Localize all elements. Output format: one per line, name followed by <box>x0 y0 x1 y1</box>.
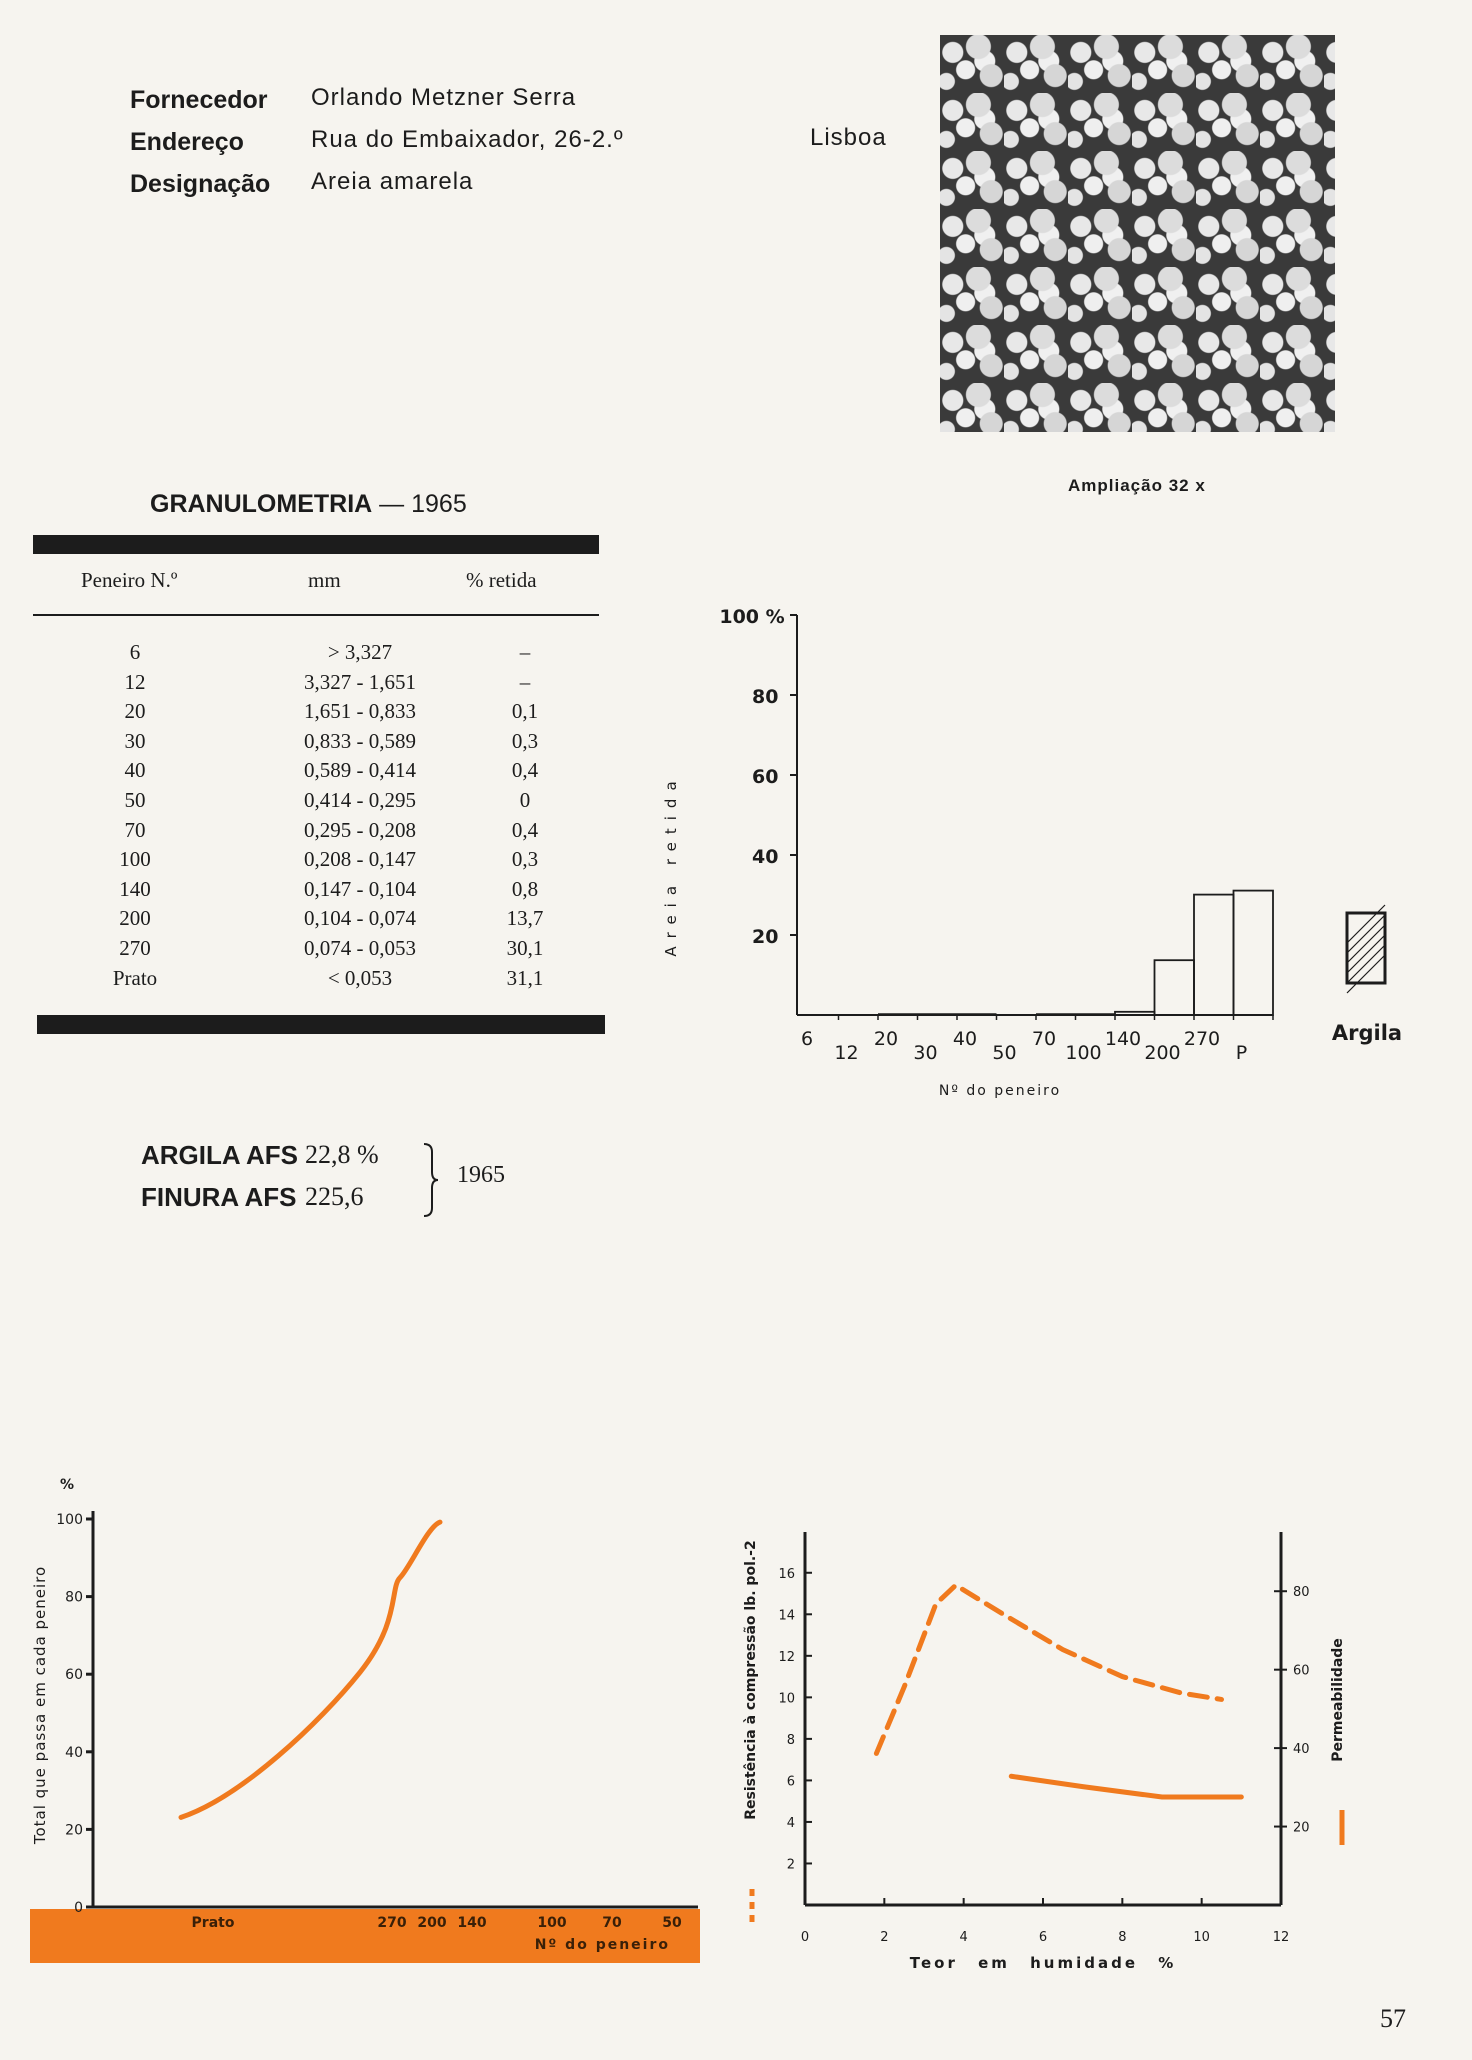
x-tick-label: 12 <box>834 1042 859 1064</box>
y-tick-label-left: 16 <box>778 1566 795 1582</box>
y-tick-label: 20 <box>752 926 779 948</box>
x-tick-label: 200 <box>417 1915 447 1931</box>
y-tick-label-left: 12 <box>778 1649 795 1665</box>
sieve-number: 30 <box>124 728 146 753</box>
finura-afs-value: 225,6 <box>305 1182 364 1211</box>
percent-retained: 0,4 <box>511 817 539 842</box>
sieve-number: 70 <box>124 817 146 842</box>
argila-afs-value: 22,8 % <box>305 1140 379 1169</box>
y-tick-label-right: 40 <box>1293 1742 1310 1758</box>
y-tick-label-left: 8 <box>786 1732 795 1748</box>
granulometry-rows <box>30 640 630 1000</box>
table-row <box>30 818 630 848</box>
granulometry-year: — 1965 <box>379 490 467 518</box>
y-tick-label: 100 <box>56 1512 83 1528</box>
histogram-bar <box>1194 895 1234 1015</box>
mm-range: < 0,053 <box>327 965 393 990</box>
cumulative-curve <box>181 1522 440 1817</box>
x-tick-label: 100 <box>1065 1042 1102 1064</box>
supplier-label: Fornecedor <box>130 86 268 114</box>
y-axis-label: Total que passa em cada peneiro <box>31 1565 49 1845</box>
sieve-number: Prato <box>112 965 158 990</box>
percent-retained: 0,4 <box>511 758 539 783</box>
table-header <box>33 568 633 600</box>
mm-range: > 3,327 <box>327 640 393 664</box>
y-tick-label: 100 % <box>719 606 785 628</box>
x-tick-label: 12 <box>1272 1930 1290 1945</box>
histogram-bar <box>1155 960 1195 1015</box>
col-header-mm: mm <box>308 568 341 592</box>
argila-hatch <box>1347 935 1385 973</box>
sand-micrograph <box>940 35 1335 432</box>
mm-range: 0,589 - 0,414 <box>304 758 416 783</box>
mm-range: 0,414 - 0,295 <box>304 788 416 812</box>
percent-retained: 0,3 <box>511 728 539 753</box>
y-tick-label-left: 10 <box>778 1691 795 1707</box>
x-tick-label: 6 <box>800 1028 814 1050</box>
table-row <box>30 729 630 759</box>
mm-range: 0,208 - 0,147 <box>304 847 416 872</box>
table-row <box>30 670 630 700</box>
sieve-number: 100 <box>119 847 151 872</box>
y-tick-label-left: 6 <box>786 1774 795 1790</box>
photo-caption: Ampliação 32 x <box>1068 476 1206 495</box>
mm-range: 1,651 - 0,833 <box>304 699 416 724</box>
y-tick-label: 80 <box>65 1589 83 1606</box>
x-tick-label: 140 <box>457 1915 487 1931</box>
percent-retained: 0,3 <box>511 847 539 872</box>
x-tick-label: Prato <box>191 1915 235 1931</box>
designation-value: Areia amarela <box>311 168 474 195</box>
histogram-bar <box>1115 1012 1155 1015</box>
sieve-number: 12 <box>124 669 146 694</box>
mm-range: 0,295 - 0,208 <box>304 817 416 842</box>
sieve-number: 270 <box>119 936 151 960</box>
col-header-sieve: Peneiro N.º <box>81 568 178 592</box>
col-header-retained: % retida <box>466 568 537 592</box>
y-tick-label: 60 <box>752 766 779 788</box>
histogram-bar <box>1234 891 1274 1015</box>
x-axis-label: Nº do peneiro <box>534 1937 670 1953</box>
x-axis-band <box>30 1909 700 1963</box>
table-row <box>30 906 630 936</box>
x-tick-label: 270 <box>377 1915 407 1931</box>
x-tick-label: 100 <box>537 1915 567 1931</box>
sieve-number: 140 <box>119 876 151 901</box>
x-tick-label: 50 <box>662 1915 682 1931</box>
y-axis-label-right: Permeabilidade <box>1330 1638 1346 1762</box>
x-tick-label: P <box>1235 1042 1248 1064</box>
y-tick-label-left: 14 <box>778 1608 795 1624</box>
x-axis-label: Nº do peneiro <box>938 1083 1062 1099</box>
x-tick-label: 4 <box>959 1930 968 1945</box>
y-tick-label-left: 4 <box>786 1815 795 1831</box>
percent-retained: 31,1 <box>506 965 544 990</box>
mm-range: 0,104 - 0,074 <box>304 906 416 931</box>
y-unit-label: % <box>60 1477 75 1493</box>
x-tick-label: 30 <box>913 1042 938 1064</box>
x-tick-label: 140 <box>1104 1028 1142 1050</box>
table-row <box>30 877 630 907</box>
x-tick-label: 10 <box>1193 1930 1210 1945</box>
argila-hatch <box>1347 915 1385 953</box>
sieve-number: 20 <box>124 699 146 724</box>
mm-range: 0,074 - 0,053 <box>304 936 416 960</box>
x-tick-label: 20 <box>873 1028 899 1050</box>
supplier-value: Orlando Metzner Serra <box>311 84 577 111</box>
finura-afs-label: FINURA AFS <box>141 1182 297 1212</box>
percent-retained: 0 <box>519 788 531 812</box>
table-row <box>30 847 630 877</box>
percent-retained: 13,7 <box>506 906 544 931</box>
x-tick-label: 0 <box>800 1930 810 1945</box>
y-tick-label: 40 <box>752 846 779 868</box>
argila-afs-label: ARGILA AFS <box>141 1140 298 1170</box>
x-tick-label: 2 <box>880 1930 889 1945</box>
compression-chart <box>730 1490 1370 1980</box>
percent-retained: 30,1 <box>506 936 544 960</box>
y-axis-label: Areia retida <box>662 773 680 957</box>
mm-range: 3,327 - 1,651 <box>304 669 416 694</box>
address-label: Endereço <box>130 128 244 156</box>
y-tick-label: 60 <box>65 1667 83 1684</box>
table-row <box>30 966 630 996</box>
y-tick-label: 80 <box>752 686 779 708</box>
table-top-rule <box>33 535 599 554</box>
mm-range: 0,833 - 0,589 <box>304 728 416 753</box>
y-tick-label-left: 2 <box>786 1857 795 1873</box>
address-value: Rua do Embaixador, 26-2.º <box>311 126 624 153</box>
percent-retained: – <box>519 669 531 694</box>
y-tick-label-right: 80 <box>1293 1585 1310 1601</box>
y-tick-label-right: 60 <box>1293 1663 1310 1679</box>
city: Lisboa <box>810 124 887 151</box>
x-tick-label: 8 <box>1118 1930 1127 1945</box>
x-tick-label: 40 <box>952 1028 978 1050</box>
cumulative-chart <box>30 1465 720 1975</box>
designation-label: Designação <box>130 170 271 198</box>
percent-retained: 0,1 <box>511 699 539 724</box>
y-axis-label-left: Resistência à compressão lb. pol.-2 <box>743 1540 759 1820</box>
table-row <box>30 788 630 818</box>
table-row <box>30 936 630 966</box>
table-row <box>30 640 630 670</box>
x-tick-label: 70 <box>602 1915 622 1931</box>
x-tick-label: 70 <box>1031 1028 1057 1050</box>
sieve-number: 6 <box>129 640 141 664</box>
table-bottom-rule <box>37 1015 605 1034</box>
mm-range: 0,147 - 0,104 <box>304 876 416 901</box>
compression-strength-line <box>876 1585 1221 1753</box>
x-tick-label: 6 <box>1038 1930 1048 1945</box>
granulometry-title-text: GRANULOMETRIA <box>150 490 373 518</box>
table-header-rule <box>33 614 599 616</box>
table-row <box>30 758 630 788</box>
granulometry-title <box>150 490 467 519</box>
table-row <box>30 699 630 729</box>
argila-hatch <box>1347 955 1385 993</box>
sieve-number: 40 <box>124 758 146 783</box>
histogram-chart <box>640 595 1440 1115</box>
argila-label: Argila <box>1331 1021 1403 1045</box>
sieve-number: 200 <box>119 906 151 931</box>
y-tick-label: 20 <box>65 1822 83 1839</box>
x-tick-label: 50 <box>992 1042 1017 1064</box>
percent-retained: – <box>519 640 531 664</box>
sieve-number: 50 <box>124 788 146 812</box>
argila-hatch <box>1347 905 1385 943</box>
x-axis-label: Teor em humidade % <box>909 1954 1177 1972</box>
y-tick-label: 40 <box>65 1744 83 1761</box>
x-tick-label: 200 <box>1144 1042 1181 1064</box>
y-tick-label: 0 <box>74 1900 83 1916</box>
permeability-line <box>1011 1776 1241 1797</box>
page-number: 57 <box>1380 2004 1406 2033</box>
afs-year: 1965 <box>457 1162 505 1188</box>
argila-hatch <box>1347 945 1385 983</box>
afs-brace <box>418 1140 442 1220</box>
x-tick-label: 270 <box>1183 1028 1221 1050</box>
argila-hatch <box>1347 925 1385 963</box>
percent-retained: 0,8 <box>511 876 539 901</box>
y-tick-label-right: 20 <box>1293 1820 1310 1836</box>
